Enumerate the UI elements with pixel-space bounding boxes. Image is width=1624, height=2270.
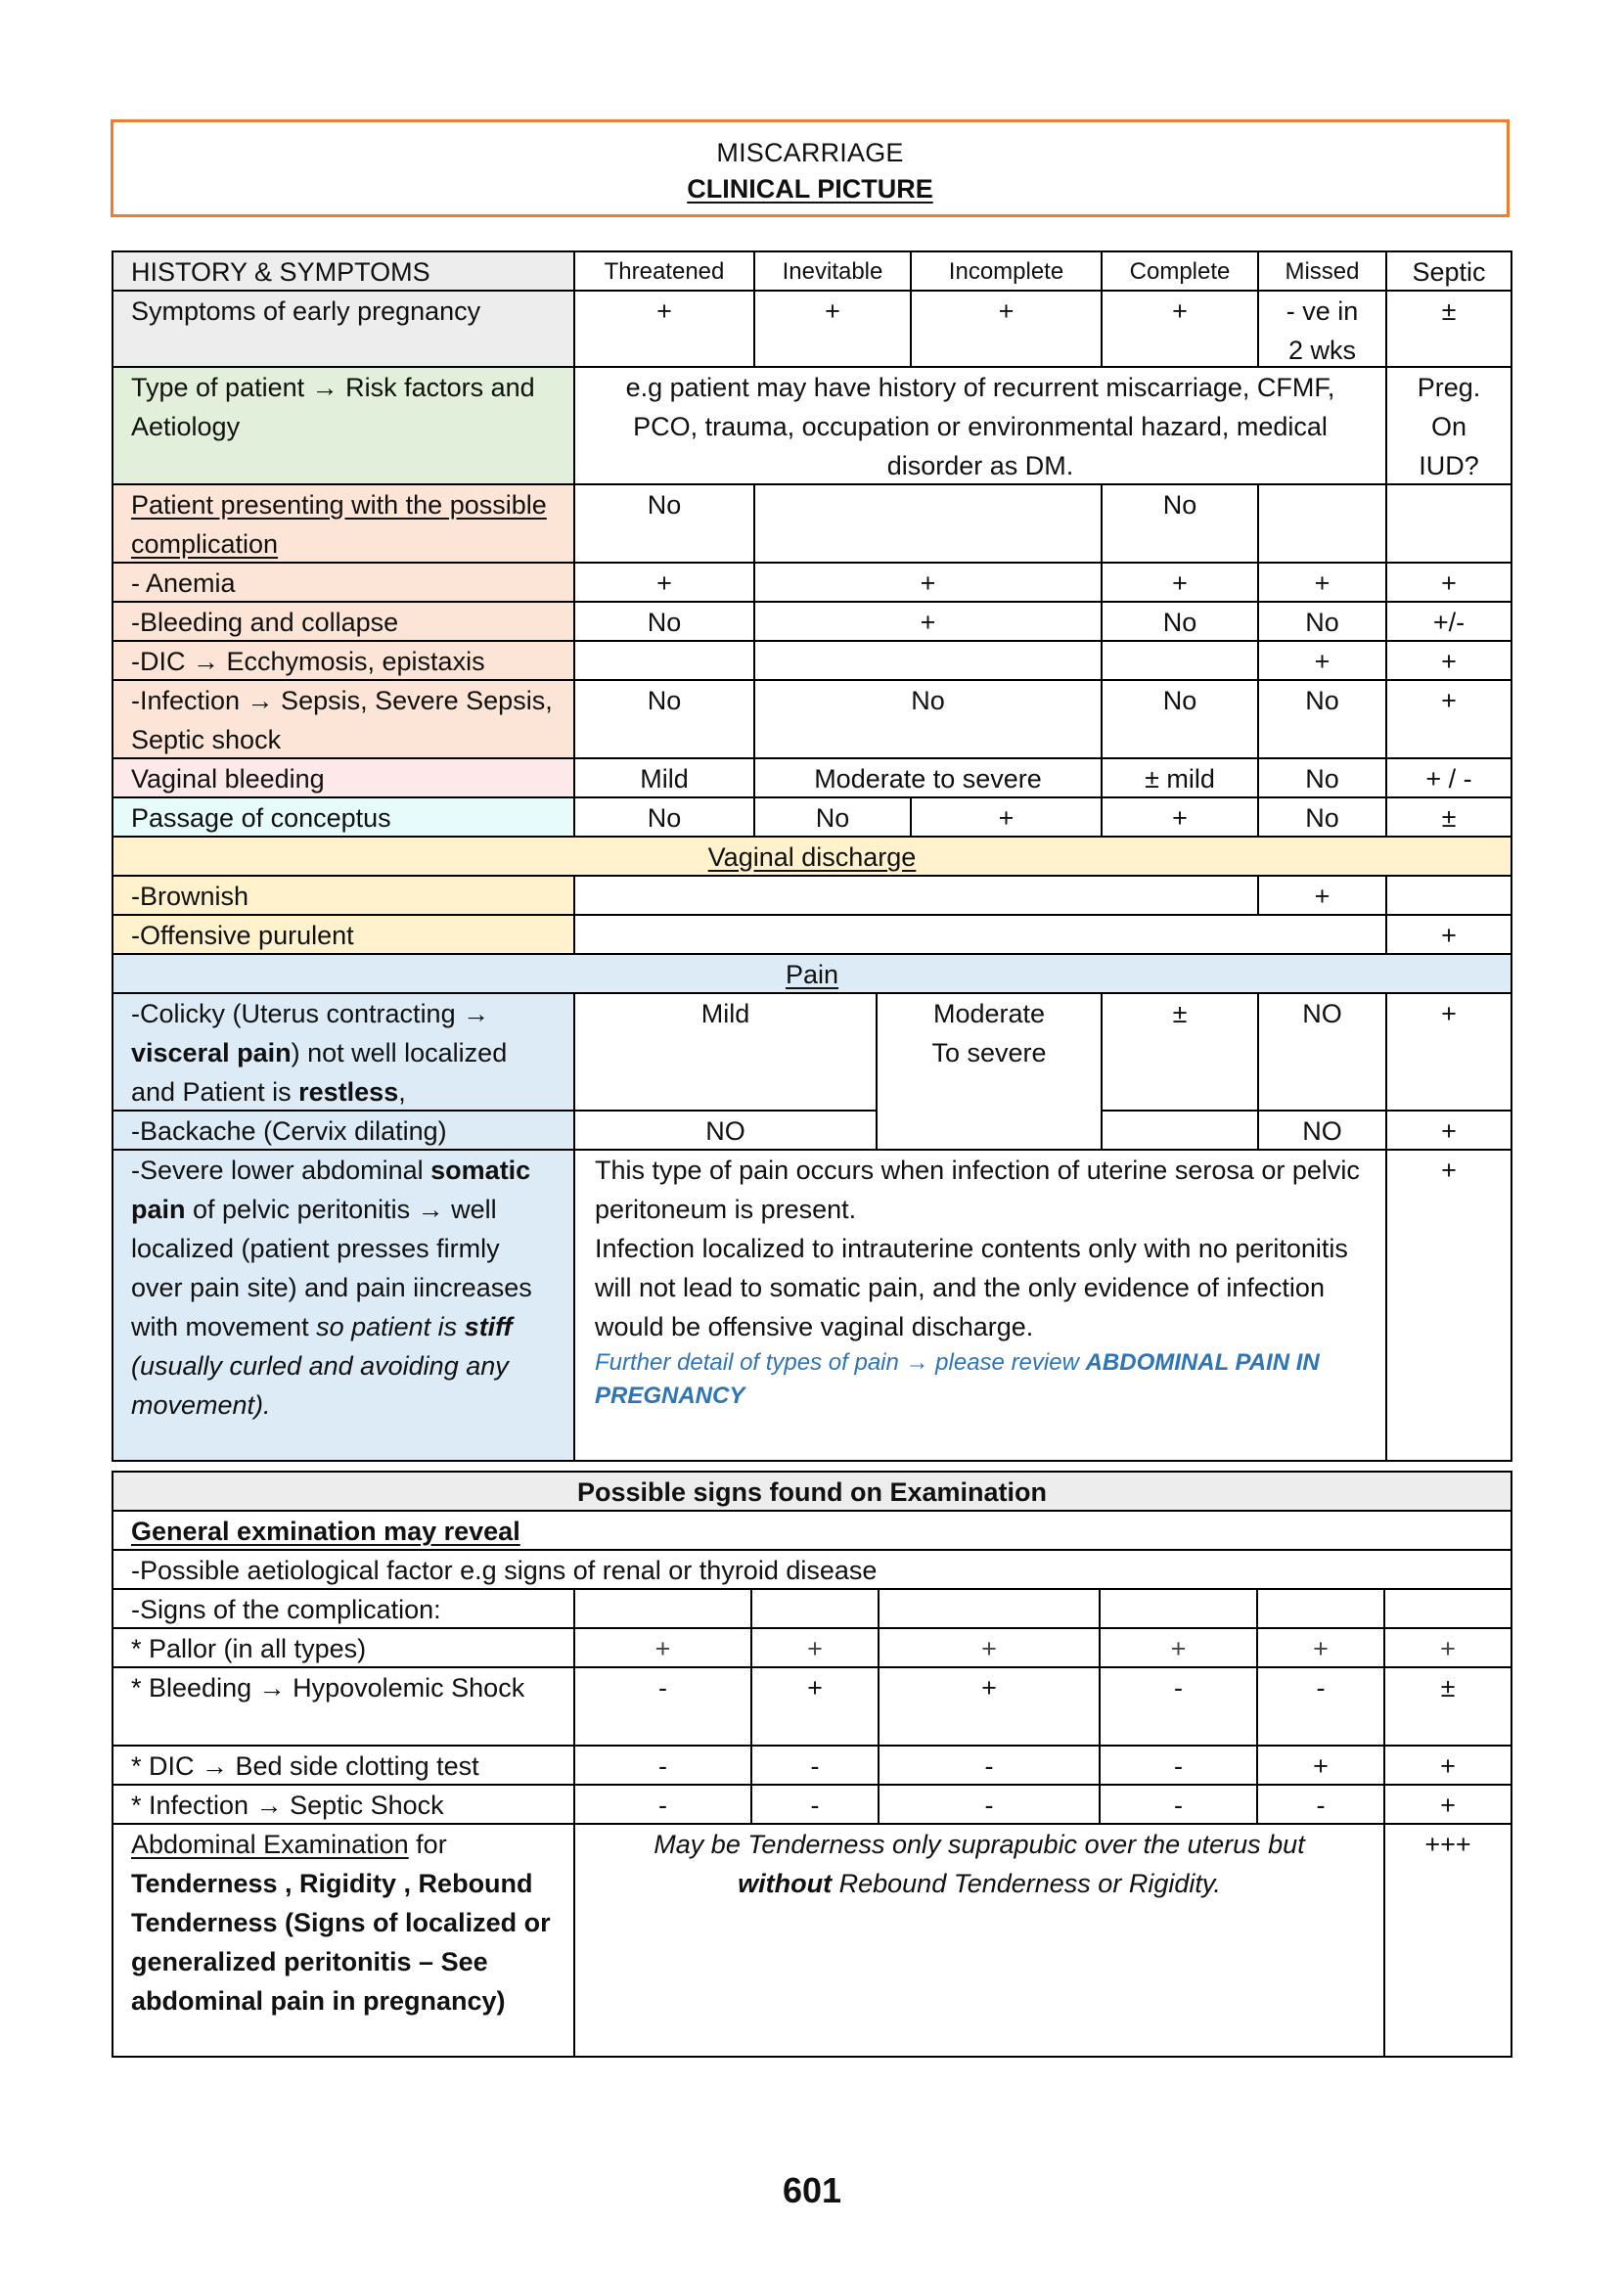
cell-offensive-empty (573, 914, 1387, 955)
abdominal-label-underlined: Abdominal Examination (131, 1830, 409, 1859)
row-label-abdominal (112, 1823, 575, 2058)
somatic-text-bold-italic: stiff (464, 1312, 513, 1341)
cell-exam-bleeding-inevitable: + (750, 1666, 880, 1747)
cell-presenting-missed (1257, 483, 1387, 564)
somatic-desc-1: This type of pain occurs when infection of uterine serosa or pelvic peritoneum is present. (595, 1156, 1360, 1224)
presenting-label-text: Patient presenting with the possible complication (131, 490, 547, 559)
cell-symptoms-incomplete: + (910, 290, 1103, 368)
cell-dic-missed: + (1257, 640, 1387, 681)
cell-passage-complete: + (1101, 796, 1259, 838)
cell-signs-5 (1256, 1588, 1385, 1629)
cell-anemia-missed: + (1257, 562, 1387, 603)
abdominal-desc-2 (593, 1864, 1366, 1903)
row-label-pallor: * Pallor (in all types) (112, 1627, 575, 1668)
cell-colicky-missed: NO (1257, 992, 1387, 1112)
document-title: MISCARRIAGE (716, 138, 904, 167)
cell-signs-4 (1099, 1588, 1258, 1629)
row-label-signs: -Signs of the complication: (112, 1588, 575, 1629)
cell-presenting-inevitable-incomplete (753, 483, 1103, 564)
cell-colicky-incomplete: Moderate To severe (876, 992, 1103, 1151)
cell-presenting-complete: No (1101, 483, 1259, 564)
abdominal-pain-reference-link[interactable] (595, 1346, 1366, 1413)
cell-exam-dic-threatened: - (573, 1745, 752, 1786)
abdominal-label-rest: for (408, 1830, 447, 1859)
aetiology-row: -Possible aetiological factor e.g signs of renal or thyroid disease (112, 1549, 1512, 1590)
cell-infection-inevitable-incomplete: No (753, 679, 1103, 759)
cell-passage-threatened: No (573, 796, 755, 838)
row-label-anemia: - Anemia (112, 562, 575, 603)
cell-dic-threatened (573, 640, 755, 681)
abdominal-desc-bold: without (738, 1869, 833, 1898)
cell-offensive-septic: + (1385, 914, 1512, 955)
row-label-symptoms: Symptoms of early pregnancy (112, 290, 575, 368)
cell-risk-factors: e.g patient may have history of recurrent miscarriage, CFMF, PCO, trauma, occupation or environmental hazard, medical disorder as DM. (573, 366, 1387, 485)
cell-exam-infection-incomplete: - (878, 1784, 1101, 1825)
cell-passage-inevitable: No (753, 796, 912, 838)
cell-pallor-septic: + (1383, 1627, 1512, 1668)
cell-colicky-septic: + (1385, 992, 1512, 1112)
cell-somatic-description (573, 1149, 1387, 1462)
cell-type-septic: Preg. On IUD? (1385, 366, 1512, 485)
cell-exam-infection-septic: + (1383, 1784, 1512, 1825)
cell-infection-complete: No (1101, 679, 1259, 759)
col-missed: Missed (1257, 250, 1387, 292)
row-label-vaginal-bleeding: Vaginal bleeding (112, 757, 575, 798)
somatic-text-2: of pelvic peritonitis → well localized (patient presses firmly over pain site) and pain iincreases with movement (131, 1195, 532, 1341)
colicky-text-bold-2: restless (298, 1077, 399, 1107)
cell-vb-threatened: Mild (573, 757, 755, 798)
cell-pallor-complete: + (1099, 1627, 1258, 1668)
vaginal-discharge-heading: Vaginal discharge (707, 842, 917, 872)
cell-bleeding-septic: +/- (1385, 601, 1512, 642)
abdominal-desc-rest: Rebound Tenderness or Rigidity. (832, 1869, 1221, 1898)
row-label-exam-infection: * Infection → Septic Shock (112, 1784, 575, 1825)
cell-symptoms-missed: - ve in 2 wks (1257, 290, 1387, 368)
abdominal-desc-1: May be Tenderness only suprapubic over the uterus but (654, 1830, 1305, 1859)
row-label-offensive: -Offensive purulent (112, 914, 575, 955)
cell-exam-dic-complete: - (1099, 1745, 1258, 1786)
cell-exam-infection-missed: - (1256, 1784, 1385, 1825)
row-label-colicky (112, 992, 575, 1112)
general-exam-heading-text: General exmination may reveal (131, 1517, 520, 1546)
abdominal-label-bold: Tenderness , Rigidity , Rebound Tenderness (Signs of localized or generalized peritonitis – See abdominal pain in pregnancy) (131, 1869, 551, 2016)
cell-exam-dic-incomplete: - (878, 1745, 1101, 1786)
cell-exam-bleeding-septic: ± (1383, 1666, 1512, 1747)
cell-colicky-threatened-inevitable: Mild (573, 992, 878, 1112)
col-threatened: Threatened (573, 250, 755, 292)
cell-somatic-septic: + (1385, 1149, 1512, 1462)
somatic-text-italic-1: so patient is (316, 1312, 465, 1341)
cell-symptoms-septic: ± (1385, 290, 1512, 368)
cell-passage-missed: No (1257, 796, 1387, 838)
cell-symptoms-complete: + (1101, 290, 1259, 368)
cell-bleeding-complete: No (1101, 601, 1259, 642)
row-label-passage: Passage of conceptus (112, 796, 575, 838)
cell-pallor-inevitable: + (750, 1627, 880, 1668)
cell-presenting-threatened: No (573, 483, 755, 564)
cell-pallor-missed: + (1256, 1627, 1385, 1668)
cell-dic-complete (1101, 640, 1259, 681)
section-vaginal-discharge (112, 836, 1512, 877)
row-label-bleeding-collapse: -Bleeding and collapse (112, 601, 575, 642)
section-pain (112, 953, 1512, 994)
cell-symptoms-threatened: + (573, 290, 755, 368)
exam-header: Possible signs found on Examination (112, 1471, 1512, 1512)
history-header: HISTORY & SYMPTOMS (112, 250, 575, 292)
cell-vb-complete: ± mild (1101, 757, 1259, 798)
cell-passage-incomplete: + (910, 796, 1103, 838)
row-label-dic: -DIC → Ecchymosis, epistaxis (112, 640, 575, 681)
cell-backache-missed: NO (1257, 1110, 1387, 1151)
cell-vb-septic: + / - (1385, 757, 1512, 798)
cell-brownish-empty (573, 875, 1259, 916)
col-inevitable: Inevitable (753, 250, 912, 292)
cell-colicky-complete: ± (1101, 992, 1259, 1112)
cell-exam-dic-inevitable: - (750, 1745, 880, 1786)
cell-pallor-threatened: + (573, 1627, 752, 1668)
cell-presenting-septic (1385, 483, 1512, 564)
colicky-text-1: -Colicky (Uterus contracting → (131, 999, 490, 1028)
cell-backache-complete (1101, 1110, 1259, 1151)
cell-anemia-threatened: + (573, 562, 755, 603)
col-septic: Septic (1385, 250, 1512, 292)
cell-bleeding-inevitable-incomplete: + (753, 601, 1103, 642)
cell-backache-threatened-inevitable: NO (573, 1110, 878, 1151)
somatic-text-1: -Severe lower abdominal (131, 1156, 431, 1185)
row-label-presenting (112, 483, 575, 564)
cell-exam-dic-septic: + (1383, 1745, 1512, 1786)
cell-exam-bleeding-incomplete: + (878, 1666, 1101, 1747)
row-label-exam-dic: * DIC → Bed side clotting test (112, 1745, 575, 1786)
cell-vb-missed: No (1257, 757, 1387, 798)
cell-signs-6 (1383, 1588, 1512, 1629)
row-label-type-of-patient: Type of patient → Risk factors and Aetiology (112, 366, 575, 485)
row-label-exam-bleeding: * Bleeding → Hypovolemic Shock (112, 1666, 575, 1747)
colicky-text-2: ) not well localized and Patient is (131, 1038, 508, 1107)
row-label-brownish: -Brownish (112, 875, 575, 916)
cell-abdominal-description (573, 1823, 1385, 2058)
cell-exam-bleeding-complete: - (1099, 1666, 1258, 1747)
cell-exam-bleeding-missed: - (1256, 1666, 1385, 1747)
somatic-text-italic-2: (usually curled and avoiding any movement). (131, 1351, 509, 1420)
document-subtitle: CLINICAL PICTURE (687, 174, 933, 204)
somatic-desc-2: Infection localized to intrauterine contents only with no peritonitis will not lead to somatic pain, and the only evidence of infection would be offensive vaginal discharge. (595, 1234, 1348, 1341)
row-label-infection: -Infection → Sepsis, Severe Sepsis, Septic shock (112, 679, 575, 759)
colicky-text-3: , (398, 1077, 406, 1107)
cell-infection-missed: No (1257, 679, 1387, 759)
somatic-text-bold-1: somatic pain (131, 1156, 531, 1224)
row-label-somatic (112, 1149, 575, 1462)
cell-infection-threatened: No (573, 679, 755, 759)
cell-brownish-missed: + (1257, 875, 1387, 916)
cell-exam-infection-threatened: - (573, 1784, 752, 1825)
cell-exam-dic-missed: + (1256, 1745, 1385, 1786)
cell-abdominal-septic: +++ (1383, 1823, 1512, 2058)
cell-exam-infection-inevitable: - (750, 1784, 880, 1825)
page-number: 601 (782, 2170, 842, 2210)
pain-heading: Pain (785, 960, 839, 989)
cell-bleeding-missed: No (1257, 601, 1387, 642)
cell-brownish-septic (1385, 875, 1512, 916)
cell-exam-infection-complete: - (1099, 1784, 1258, 1825)
cell-exam-bleeding-threatened: - (573, 1666, 752, 1747)
cell-pallor-incomplete: + (878, 1627, 1101, 1668)
cell-dic-septic: + (1385, 640, 1512, 681)
link-bold: ABDOMINAL PAIN IN PREGNANCY (595, 1349, 1320, 1409)
cell-symptoms-inevitable: + (753, 290, 912, 368)
cell-bleeding-threatened: No (573, 601, 755, 642)
cell-signs-2 (750, 1588, 880, 1629)
cell-anemia-septic: + (1385, 562, 1512, 603)
general-exam-heading (112, 1510, 1512, 1551)
link-prefix: Further detail of types of pain → please review (595, 1349, 1086, 1376)
cell-vb-inevitable-incomplete: Moderate to severe (753, 757, 1103, 798)
col-incomplete: Incomplete (910, 250, 1103, 292)
cell-backache-septic: + (1385, 1110, 1512, 1151)
title-box (111, 119, 1510, 217)
cell-infection-septic: + (1385, 679, 1512, 759)
cell-anemia-inevitable-incomplete: + (753, 562, 1103, 603)
row-label-backache: -Backache (Cervix dilating) (112, 1110, 575, 1151)
cell-passage-septic: ± (1385, 796, 1512, 838)
colicky-text-bold-1: visceral pain (131, 1038, 292, 1067)
cell-signs-3 (878, 1588, 1101, 1629)
cell-anemia-complete: + (1101, 562, 1259, 603)
cell-signs-1 (573, 1588, 752, 1629)
cell-dic-inevitable-incomplete (753, 640, 1103, 681)
col-complete: Complete (1101, 250, 1259, 292)
